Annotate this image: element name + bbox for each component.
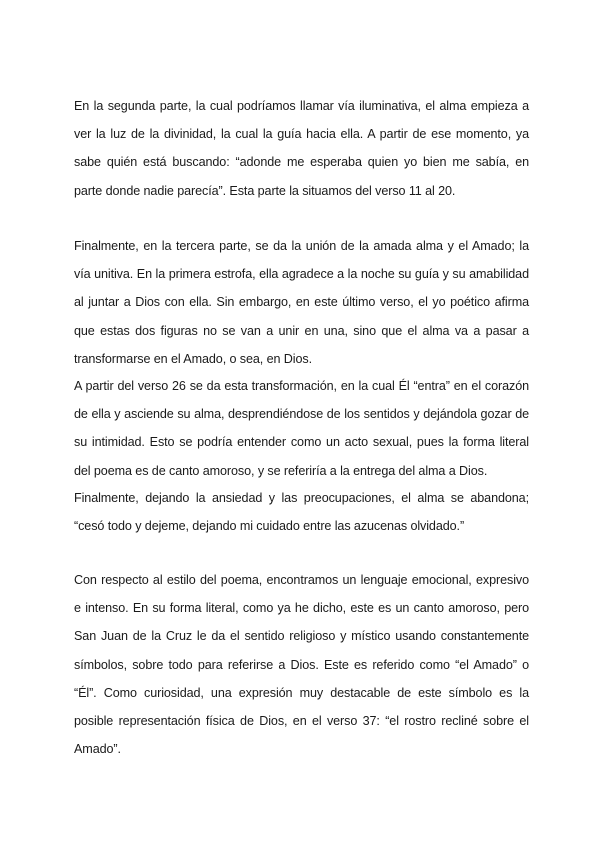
paragraph-abandono: Finalmente, dejando la ansiedad y las preocupaciones, el alma se abandona; “cesó todo y dejeme, dejando mi cuidado entre las azucenas olvidado.” xyxy=(74,491,529,534)
paragraph-estilo: Con respecto al estilo del poema, encontramos un lenguaje emocional, expresivo e intenso. En su forma literal, como ya he dicho, este es un canto amoroso, pero San Juan de la Cruz le da el sentido religioso y místico usando constantemente símbolos, sobre todo para referirse a Dios. Este es referido como “el Amado” o “Él”. Como curiosidad, una expresión muy destacable de este símbolo es la posible representación física de Dios, en el verso 37: “el rostro recliné sobre el Amado”. xyxy=(74,573,529,757)
paragraph-transformacion: A partir del verso 26 se da esta transformación, en la cual Él “entra” en el corazón de ella y asciende su alma, desprendiéndose de los sentidos y dejándola gozar de su intimidad. Esto se podría entender como un acto sexual, pues la forma literal del poema es de canto amoroso, y se referiría a la entrega del alma a Dios. xyxy=(74,379,529,478)
paragraph-via-iluminativa: En la segunda parte, la cual podríamos llamar vía iluminativa, el alma empieza a ver la luz de la divinidad, la cual la guía hacia ella. A partir de ese momento, ya sabe quién está buscando: “adonde me esperaba quien yo bien me sabía, en parte donde nadie parecía”. Esta parte la situamos del verso 11 al 20. xyxy=(74,99,529,198)
paragraph-via-unitiva: Finalmente, en la tercera parte, se da la unión de la amada alma y el Amado; la vía unitiva. En la primera estrofa, ella agradece a la noche su guía y su amabilidad al juntar a Dios con ella. Sin embargo, en este último verso, el yo poético afirma que estas dos figuras no se van a unir en una, sino que el alma va a pasar a transformarse en el Amado, o sea, en Dios. xyxy=(74,239,529,366)
